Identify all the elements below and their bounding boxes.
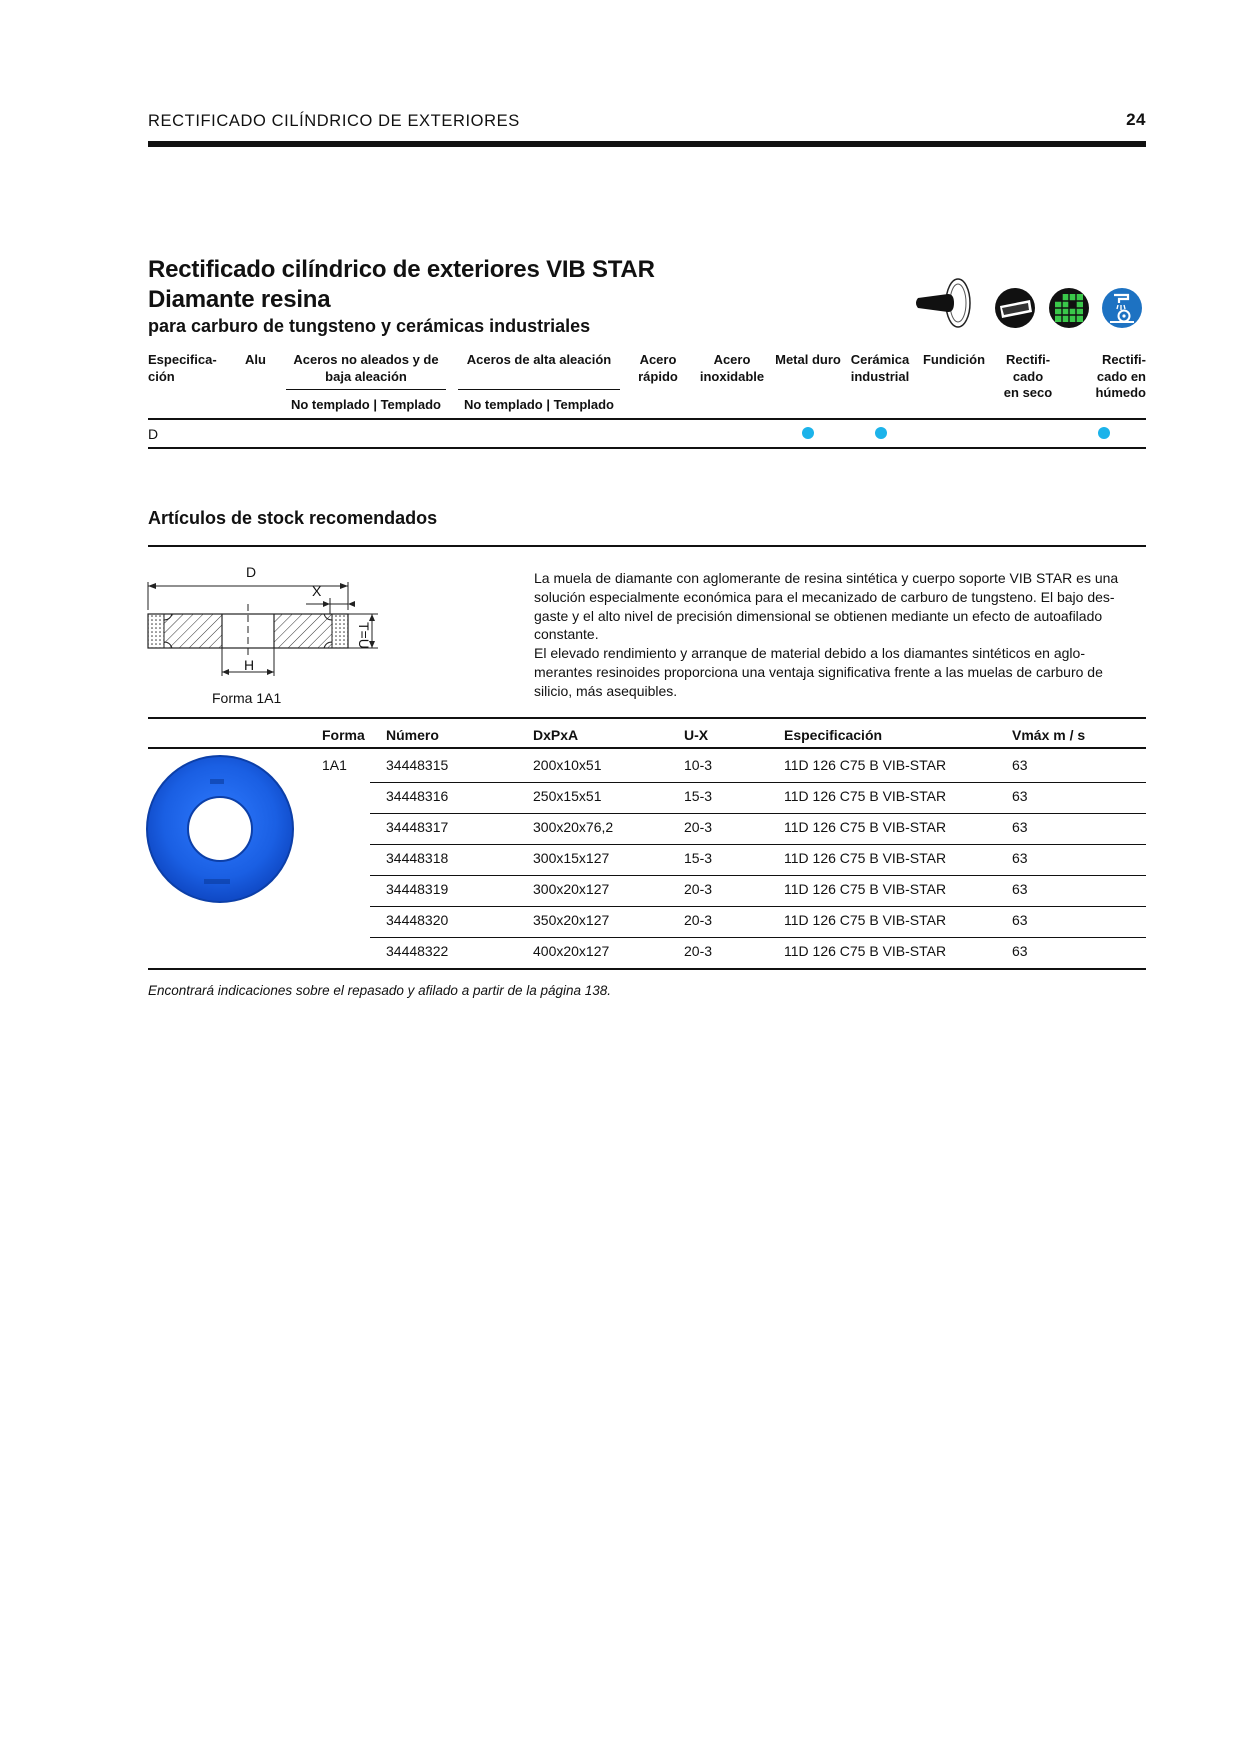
cell-numero: 34448322 [386,943,449,959]
cell-ux: 15-3 [684,850,713,866]
cell-numero: 34448316 [386,788,449,804]
stock-table-top-rule [148,717,1146,719]
spec-col-especificacion: Especifica- ción [148,352,217,384]
spec-col-aceros-alta-aleacion: Aceros de alta aleación [466,352,612,367]
table-row-rule [370,782,1146,783]
page-number: 24 [1126,110,1146,129]
cell-numero: 34448318 [386,850,449,866]
cell-ux: 20-3 [684,819,713,835]
spec-col-divider [458,389,620,390]
col-header-especificacion: Especificación [784,727,883,743]
table-row-rule [370,813,1146,814]
cell-dxpxa: 300x20x127 [533,881,610,897]
col-header-ux: U-X [684,727,709,743]
grinding-wheel-icon [916,279,970,327]
cell-especificacion: 11D 126 C75 B VIB-STAR [784,850,947,866]
cell-especificacion: 11D 126 C75 B VIB-STAR [784,881,947,897]
cell-dxpxa: 350x20x127 [533,912,610,928]
spec-dot-metal-duro [802,427,814,439]
diagram-label-x: X [312,583,322,599]
spec-table-bottom-rule [148,447,1146,449]
table-row-rule [370,937,1146,938]
page-subtitle: para carburo de tungsteno y cerámicas industriales [148,316,591,336]
cell-dxpxa: 300x15x127 [533,850,610,866]
spec-col-acero-inoxidable: Acero inoxidable [699,352,765,384]
cell-numero: 34448320 [386,912,449,928]
table-row-rule [148,968,1146,970]
cell-dxpxa: 250x15x51 [533,788,602,804]
stock-heading-rule [148,545,1146,547]
spec-row-label: D [148,426,159,442]
ceramic-icon [1049,288,1089,328]
page-title-line2: Diamante resina [148,286,331,313]
col-header-dxpxa: DxPxA [533,727,579,743]
spec-dot-ceramica [875,427,887,439]
cell-numero: 34448319 [386,881,449,897]
cell-vmax: 63 [1012,881,1028,897]
cell-vmax: 63 [1012,788,1028,804]
col-header-numero: Número [386,727,439,743]
spec-col-acero-rapido: Acero rápido [638,352,678,384]
table-row-rule [370,906,1146,907]
spec-table-header-rule [148,418,1146,420]
cell-dxpxa: 200x10x51 [533,757,602,773]
hard-metal-icon [995,288,1035,328]
spec-col-divider [286,389,446,390]
application-icons [914,272,1150,332]
col-header-forma: Forma [322,727,365,743]
cell-vmax: 63 [1012,912,1028,928]
table-row-rule [370,844,1146,845]
cell-ux: 20-3 [684,912,713,928]
cell-vmax: 63 [1012,943,1028,959]
cell-ux: 20-3 [684,943,713,959]
header-rule [148,141,1146,147]
spec-col-aceros-no-aleados-sub: No templado | Templado [290,397,441,412]
diagram-label-d: D [246,564,257,580]
spec-col-rectificado-humedo: Rectifi- cado en húmedo [1095,352,1146,400]
cell-numero: 34448315 [386,757,449,773]
section-header-title: RECTIFICADO CILÍNDRICO DE EXTERIORES [148,112,520,130]
cell-dxpxa: 300x20x76,2 [533,819,614,835]
cell-forma: 1A1 [322,757,347,773]
table-row-rule [370,875,1146,876]
cell-ux: 20-3 [684,881,713,897]
spec-col-aceros-alta-aleacion-sub: No templado | Templado [463,397,614,412]
cell-vmax: 63 [1012,819,1028,835]
diagram-label-tu: T=U [356,622,372,649]
cell-especificacion: 11D 126 C75 B VIB-STAR [784,788,947,804]
diamond-wheel-image [146,755,294,903]
cell-vmax: 63 [1012,757,1028,773]
stock-heading: Artículos de stock recomendados [148,508,438,528]
product-description: La muela de diamante con aglomerante de resina sintética y cuerpo soporte VIB STAR es una solución especialmente económica para el mecanizado de carburo de tungsteno. El bajo des- gaste y el alto nivel de precisión dimensional se obtienen mediante un efecto de autoafilado constante. El elevado rendimiento y arranque de material debido a los diamantes sintéticos en aglo- merantes resinoides proporciona una ventaja significativa frente a las muelas de carburo de silicio, más asequibles. [534,570,1119,699]
col-header-vmax: Vmáx m / s [1012,727,1086,743]
spec-col-rectificado-seco: Rectifi- cado en seco [1003,352,1053,400]
cell-ux: 15-3 [684,788,713,804]
cell-dxpxa: 400x20x127 [533,943,610,959]
cell-especificacion: 11D 126 C75 B VIB-STAR [784,943,947,959]
diagram-caption: Forma 1A1 [212,690,282,706]
cell-especificacion: 11D 126 C75 B VIB-STAR [784,819,947,835]
footnote: Encontrará indicaciones sobre el repasado y afilado a partir de la página 138. [148,983,612,998]
wet-grinding-icon [1102,288,1142,328]
diagram-label-h: H [244,657,255,673]
cell-numero: 34448317 [386,819,449,835]
cell-especificacion: 11D 126 C75 B VIB-STAR [784,757,947,773]
spec-dot-rectificado-humedo [1098,427,1110,439]
spec-col-aceros-no-aleados: Aceros no aleados y de baja aleación [293,352,439,384]
forma-1a1-diagram [146,562,386,710]
spec-col-alu: Alu [245,352,266,367]
cell-ux: 10-3 [684,757,713,773]
page-title-line1: Rectificado cilíndrico de exteriores VIB STAR [148,256,655,283]
spec-col-fundicion: Fundición [922,352,986,367]
cell-especificacion: 11D 126 C75 B VIB-STAR [784,912,947,928]
stock-table-header-rule [148,747,1146,749]
spec-col-metal-duro: Metal duro [775,352,841,367]
cell-vmax: 63 [1012,850,1028,866]
spec-col-ceramica: Cerámica industrial [850,352,910,384]
